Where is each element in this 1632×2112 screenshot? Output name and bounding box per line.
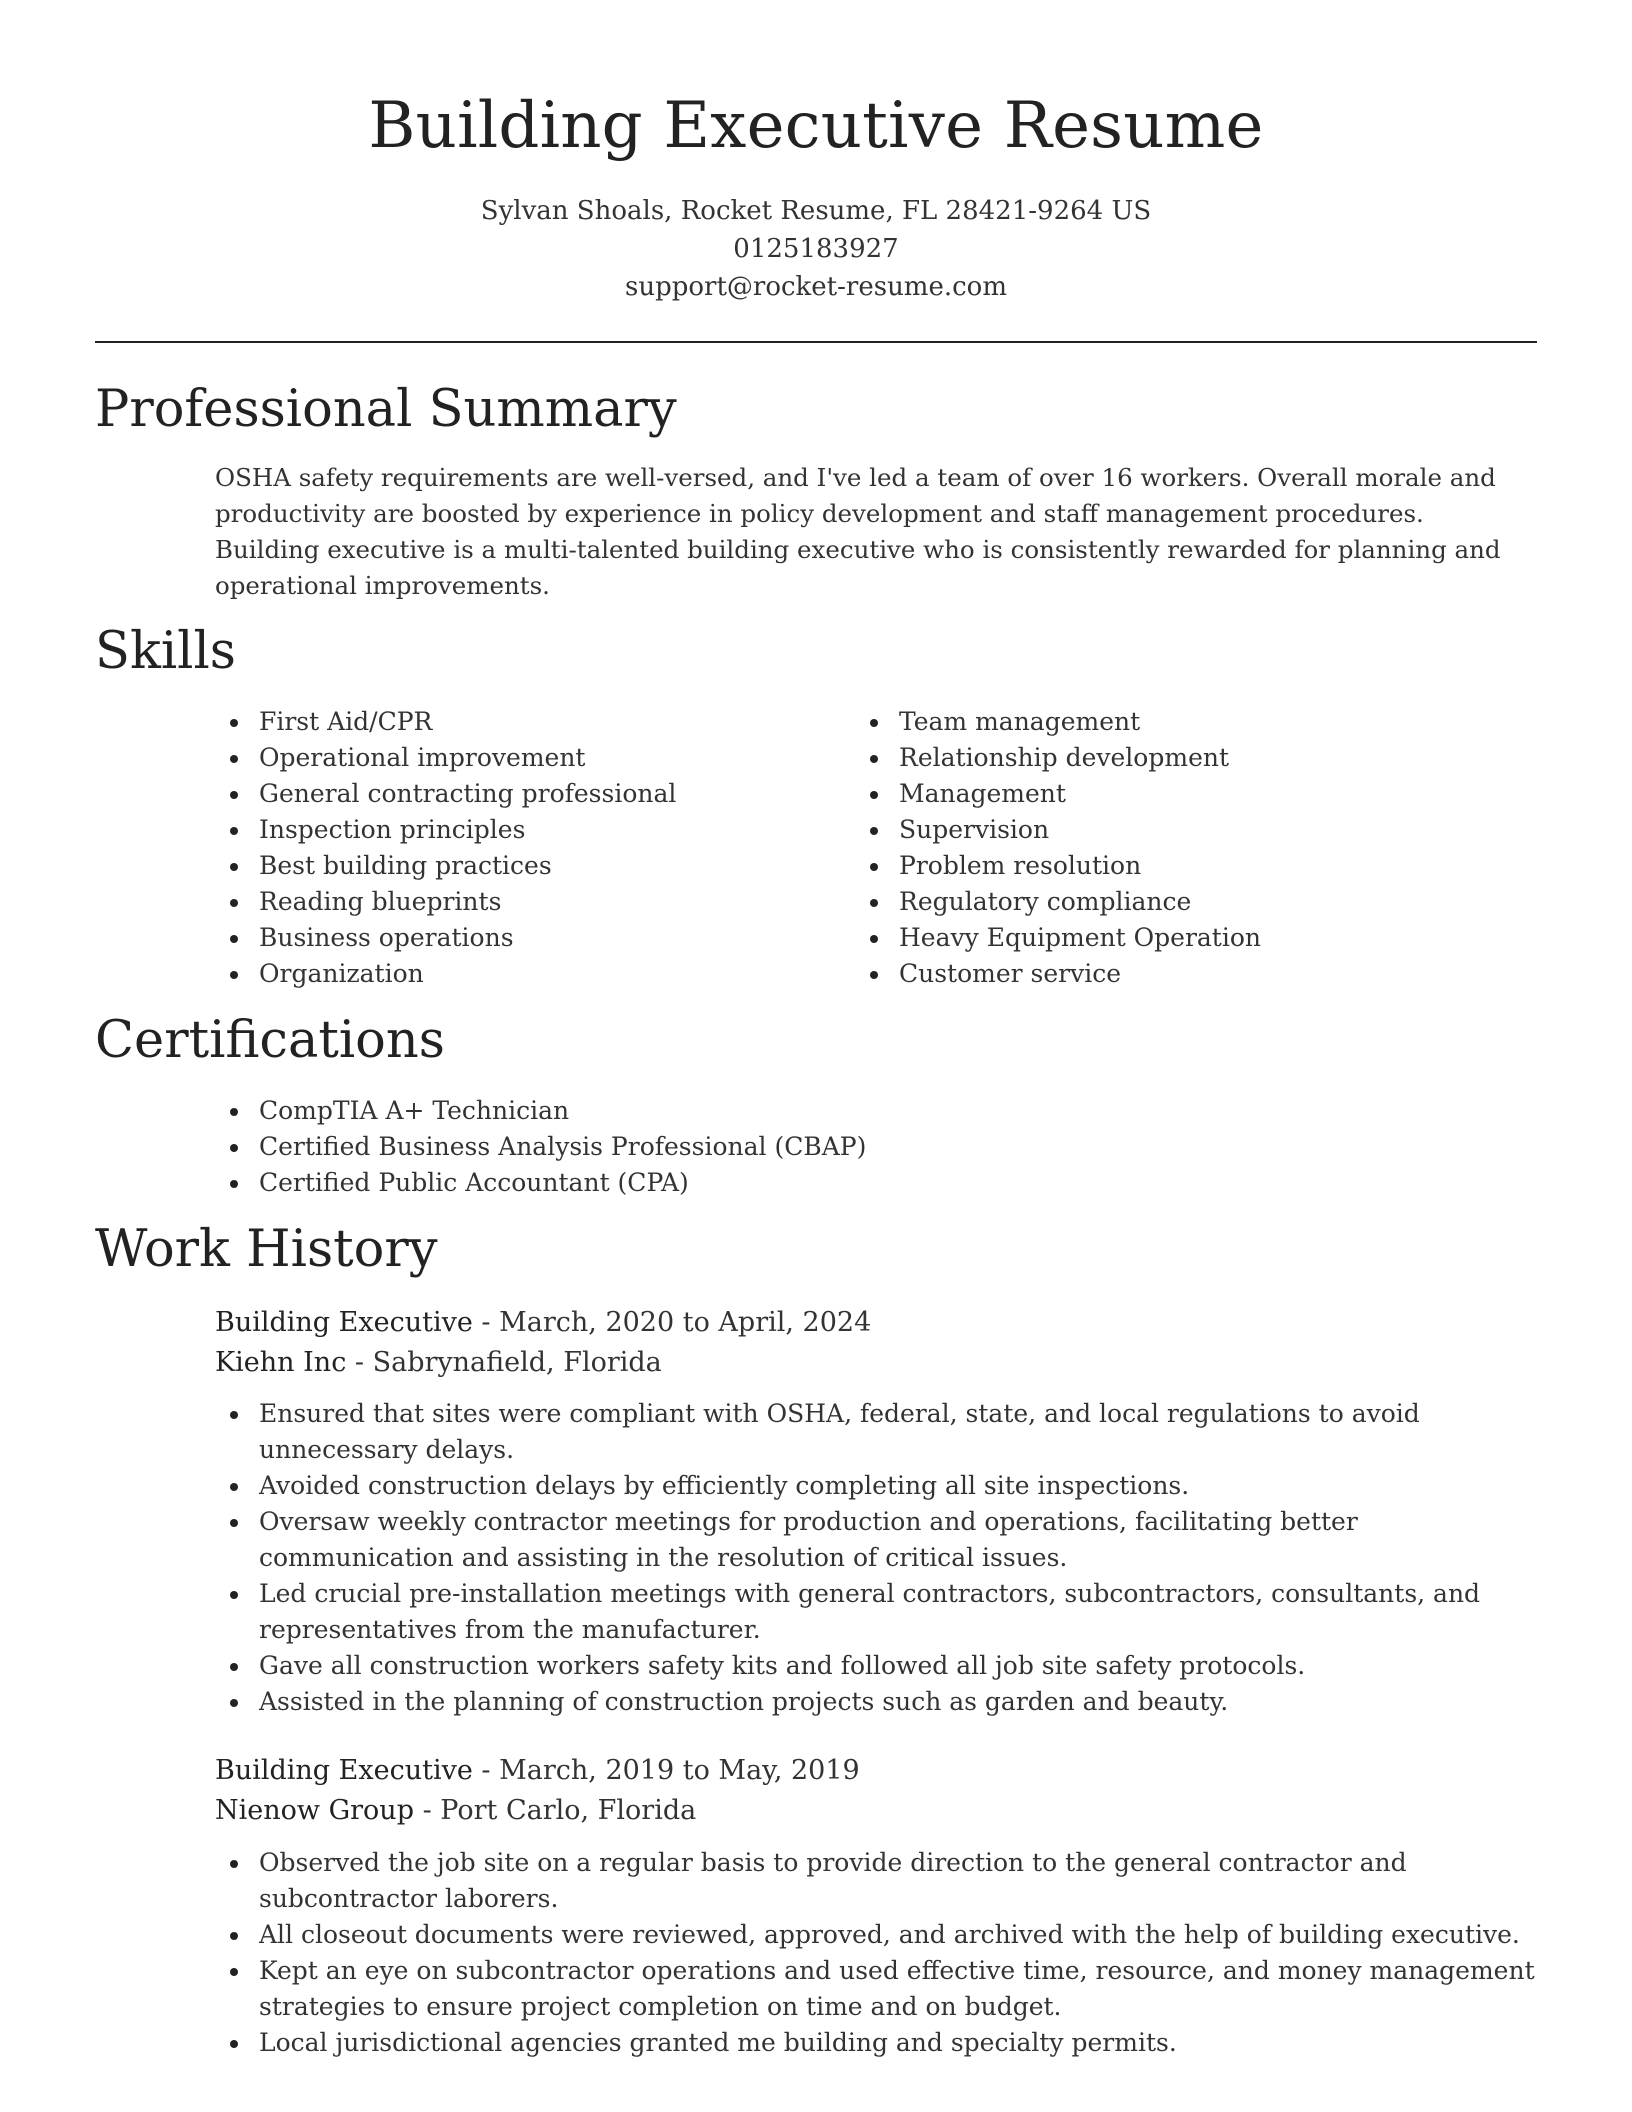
job-company: Nienow Group — [215, 1795, 414, 1826]
certification-item: CompTIA A+ Technician — [215, 1093, 1415, 1129]
job-title: Building Executive — [215, 1307, 473, 1338]
certifications-heading: Certifications — [95, 1011, 445, 1070]
skill-item: Management — [855, 776, 1495, 812]
job-company-line — [215, 1791, 696, 1831]
job-bullet: Kept an eye on subcontractor operations and used effective time, resource, and money management strategies to ensure project completion on time and on budget. — [215, 1953, 1555, 2025]
skill-item: Customer service — [855, 956, 1495, 992]
resume-title: Building Executive Resume — [368, 89, 1264, 163]
skill-item: Best building practices — [215, 848, 815, 884]
job-company: Kiehn Inc — [215, 1347, 347, 1378]
summary-text: OSHA safety requirements are well-versed, and I've led a team of over 16 workers. Overall morale and productivity are boosted by experience in policy development and staff management procedures. Building executive is a multi-talented building executive who is consistently rewarded for planning and operational improvements. — [215, 463, 1501, 600]
job-bullets — [215, 1845, 1555, 2061]
skill-item: Business operations — [215, 920, 815, 956]
job-bullet: Oversaw weekly contractor meetings for production and operations, facilitating better communication and assisting in the resolution of critical issues. — [215, 1504, 1555, 1576]
skill-item: Reading blueprints — [215, 884, 815, 920]
job-company-line — [215, 1343, 662, 1383]
job-bullets — [215, 1396, 1555, 1720]
certification-item: Certified Public Accountant (CPA) — [215, 1165, 1415, 1201]
skill-item: Team management — [855, 704, 1495, 740]
job-location: - Port Carlo, Florida — [413, 1795, 697, 1826]
job-location: - Sabrynafield, Florida — [346, 1347, 662, 1378]
job-title: Building Executive — [215, 1755, 473, 1786]
job-bullet: Local jurisdictional agencies granted me building and specialty permits. — [215, 2025, 1555, 2061]
skill-item: First Aid/CPR — [215, 704, 815, 740]
skill-item: Organization — [215, 956, 815, 992]
job-title-line — [215, 1303, 871, 1343]
skills-heading: Skills — [95, 622, 236, 681]
certifications-list — [215, 1093, 1415, 1201]
contact-phone: 0125183927 — [733, 234, 899, 264]
skill-item: Problem resolution — [855, 848, 1495, 884]
skills-list-right — [855, 704, 1495, 992]
header-divider — [95, 341, 1537, 343]
summary-heading: Professional Summary — [95, 380, 677, 439]
skill-item: General contracting professional — [215, 776, 815, 812]
work-history-heading: Work History — [95, 1220, 438, 1279]
job-bullet: Led crucial pre-installation meetings with general contractors, subcontractors, consultants, and representatives from the manufacturer. — [215, 1576, 1555, 1648]
job-bullet: Ensured that sites were compliant with OSHA, federal, state, and local regulations to avoid unnecessary delays. — [215, 1396, 1555, 1468]
job-bullet: Observed the job site on a regular basis to provide direction to the general contractor and subcontractor laborers. — [215, 1845, 1555, 1917]
skill-item: Heavy Equipment Operation — [855, 920, 1495, 956]
skills-list-left — [215, 704, 815, 992]
job-dates: - March, 2019 to May, 2019 — [472, 1755, 860, 1786]
certification-item: Certified Business Analysis Professional (CBAP) — [215, 1129, 1415, 1165]
skill-item: Operational improvement — [215, 740, 815, 776]
contact-email: support@rocket-resume.com — [624, 272, 1007, 302]
skill-item: Inspection principles — [215, 812, 815, 848]
job-dates: - March, 2020 to April, 2024 — [472, 1307, 872, 1338]
contact-block — [0, 192, 1632, 306]
job-bullet: All closeout documents were reviewed, approved, and archived with the help of building executive. — [215, 1917, 1555, 1953]
job-bullet: Avoided construction delays by efficiently completing all site inspections. — [215, 1468, 1555, 1504]
skill-item: Regulatory compliance — [855, 884, 1495, 920]
job-bullet: Assisted in the planning of construction projects such as garden and beauty. — [215, 1684, 1555, 1720]
job-bullet: Gave all construction workers safety kits and followed all job site safety protocols. — [215, 1648, 1555, 1684]
resume-header — [0, 0, 1632, 306]
contact-address: Sylvan Shoals, Rocket Resume, FL 28421-9264 US — [480, 196, 1152, 226]
job-title-line — [215, 1751, 860, 1791]
skill-item: Supervision — [855, 812, 1495, 848]
skill-item: Relationship development — [855, 740, 1495, 776]
